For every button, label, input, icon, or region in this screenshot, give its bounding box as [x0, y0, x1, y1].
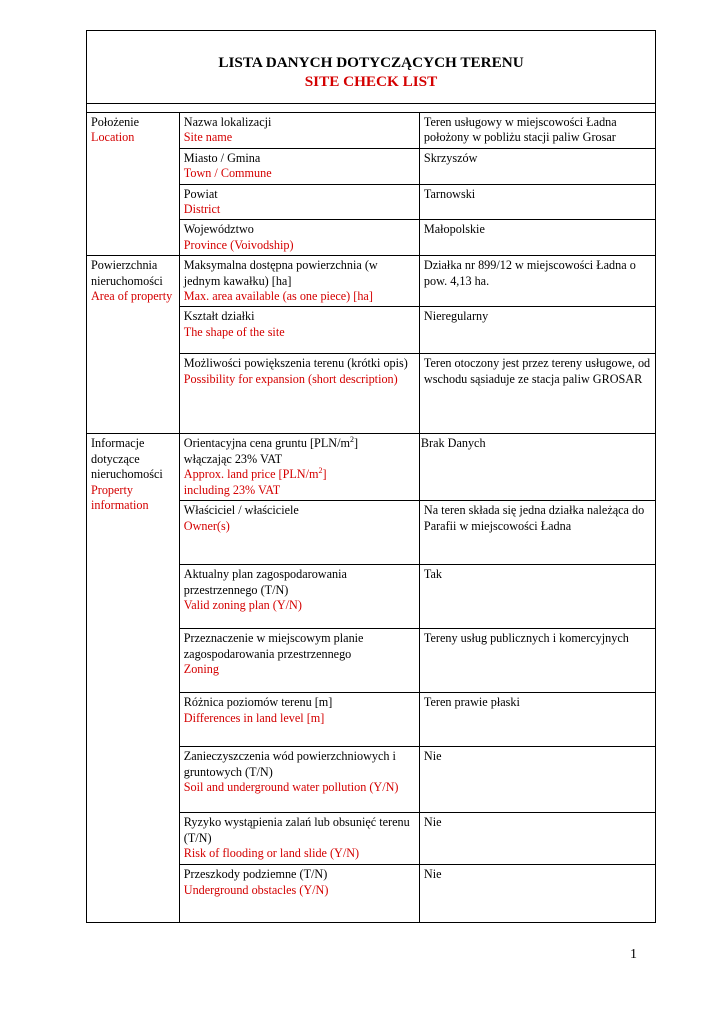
section-label-pl-3: nieruchomości	[91, 467, 163, 482]
section-label-pl-1: Informacje	[91, 436, 145, 451]
section-label-pl: Położenie	[91, 115, 140, 129]
value-max-area: Działka nr 899/12 w miejscowości Ładna o pow. 4,13 ha.	[419, 256, 655, 307]
label-pl: Województwo	[183, 222, 254, 237]
label-pl: Różnica poziomów terenu [m]	[183, 695, 333, 710]
label-pl: Możliwości powiększenia terenu (krótki opis)	[183, 356, 408, 371]
label-pl	[184, 436, 415, 451]
page-number: 1	[630, 947, 637, 962]
section-label-pl-1: Powierzchnia	[91, 258, 158, 273]
label-pollution	[179, 747, 419, 813]
label-en	[184, 467, 415, 482]
label-en: Differences in land level [m]	[183, 710, 325, 725]
value-zoning: Tereny usług publicznych i komercyjnych	[419, 629, 655, 693]
label-pl: Przeszkody podziemne (T/N)	[183, 867, 328, 882]
value-owner: Na teren składa się jedna działka należąca do Parafii w miejscowości Ładna	[419, 501, 655, 565]
title-polish: LISTA DANYCH DOTYCZĄCYCH TERENU	[218, 54, 524, 71]
label-en: District	[183, 202, 221, 217]
label-pl: Przeznaczenie w miejscowym planie zagospodarowania przestrzennego	[183, 631, 364, 661]
section-label-pl-2: nieruchomości	[91, 273, 163, 288]
label-town	[179, 148, 419, 184]
value-province: Małopolskie	[419, 220, 655, 256]
value-pollution: Nie	[419, 747, 655, 813]
label-en: Possibility for expansion (short description)	[183, 371, 398, 386]
label-pl: Kształt działki	[183, 309, 255, 324]
label-en: Max. area available (as one piece) [ha]	[183, 289, 373, 304]
spacer-row	[87, 104, 656, 113]
price-en-text: Approx. land price [PLN/m	[183, 467, 319, 482]
label-site-name	[179, 113, 419, 149]
section-property-info	[87, 434, 180, 923]
label-owner	[179, 501, 419, 565]
value-flooding: Nie	[419, 813, 655, 865]
price-pl-sup: 2	[349, 435, 354, 445]
label-shape	[179, 307, 419, 354]
label-pl: Powiat	[183, 186, 218, 201]
label-en: Province (Voivodship)	[183, 237, 294, 252]
section-location	[87, 113, 180, 256]
value-expansion: Teren otoczony jest przez tereny usługowe, od wschodu sąsiaduje ze stacja paliw GROSAR	[419, 354, 655, 434]
section-label-en-2: information	[91, 498, 149, 513]
label-en: Risk of flooding or land slide (Y/N)	[183, 845, 360, 860]
value-shape: Nieregularny	[419, 307, 655, 354]
label-en: Zoning	[183, 661, 219, 676]
section-label-en: Area of property	[91, 289, 173, 304]
label-en: Site name	[183, 130, 233, 145]
label-en: Soil and underground water pollution (Y/N)	[183, 779, 399, 794]
section-label-en-1: Property	[91, 482, 133, 497]
price-pl-vat: włączając 23% VAT	[183, 451, 283, 466]
label-pl: Maksymalna dostępna powierzchnia (w jednym kawałku) [ha]	[183, 258, 378, 288]
price-en-bracket: ]	[322, 467, 327, 482]
label-en: Town / Commune	[183, 166, 272, 181]
label-en: The shape of the site	[183, 324, 285, 339]
label-district	[179, 184, 419, 220]
label-pl: Miasto / Gmina	[183, 150, 261, 165]
label-pl: Aktualny plan zagospodarowania przestrzennego (T/N)	[183, 567, 347, 597]
label-pl: Ryzyko wystąpienia zalań lub obsunięć terenu (T/N)	[183, 815, 410, 845]
price-pl-bracket: ]	[353, 436, 358, 451]
price-pl-text: Orientacyjna cena gruntu [PLN/m	[183, 436, 350, 451]
value-district: Tarnowski	[419, 184, 655, 220]
label-zoning	[179, 629, 419, 693]
value-obstacles: Nie	[419, 865, 655, 923]
label-en: Valid zoning plan (Y/N)	[183, 597, 302, 612]
label-en: Underground obstacles (Y/N)	[183, 882, 329, 897]
label-expansion	[179, 354, 419, 434]
label-max-area	[179, 256, 419, 307]
price-en-vat: including 23% VAT	[183, 482, 281, 497]
label-province	[179, 220, 419, 256]
label-flooding	[179, 813, 419, 865]
label-pl: Właściciel / właściciele	[183, 503, 299, 518]
label-pl: Nazwa lokalizacji	[183, 115, 272, 129]
value-zoning-plan: Tak	[419, 565, 655, 629]
label-zoning-plan	[179, 565, 419, 629]
section-area	[87, 256, 180, 434]
label-en: Owner(s)	[183, 518, 230, 533]
label-price	[179, 434, 419, 501]
value-town: Skrzyszów	[419, 148, 655, 184]
section-label-pl-2: dotyczące	[91, 451, 140, 466]
label-pl: Zanieczyszczenia wód powierzchniowych i gruntowych (T/N)	[183, 749, 396, 779]
label-level	[179, 693, 419, 747]
price-en-sup: 2	[318, 466, 323, 476]
value-site-name: Teren usługowy w miejscowości Ładna położony w pobliżu stacji paliw Grosar	[419, 113, 655, 149]
title-cell	[87, 31, 656, 104]
site-check-list-sheet	[86, 30, 656, 923]
value-price: Brak Danych	[419, 434, 655, 501]
site-check-table	[86, 30, 656, 923]
label-obstacles	[179, 865, 419, 923]
value-level: Teren prawie płaski	[419, 693, 655, 747]
section-label-en: Location	[91, 130, 135, 145]
title-english: SITE CHECK LIST	[304, 73, 438, 90]
